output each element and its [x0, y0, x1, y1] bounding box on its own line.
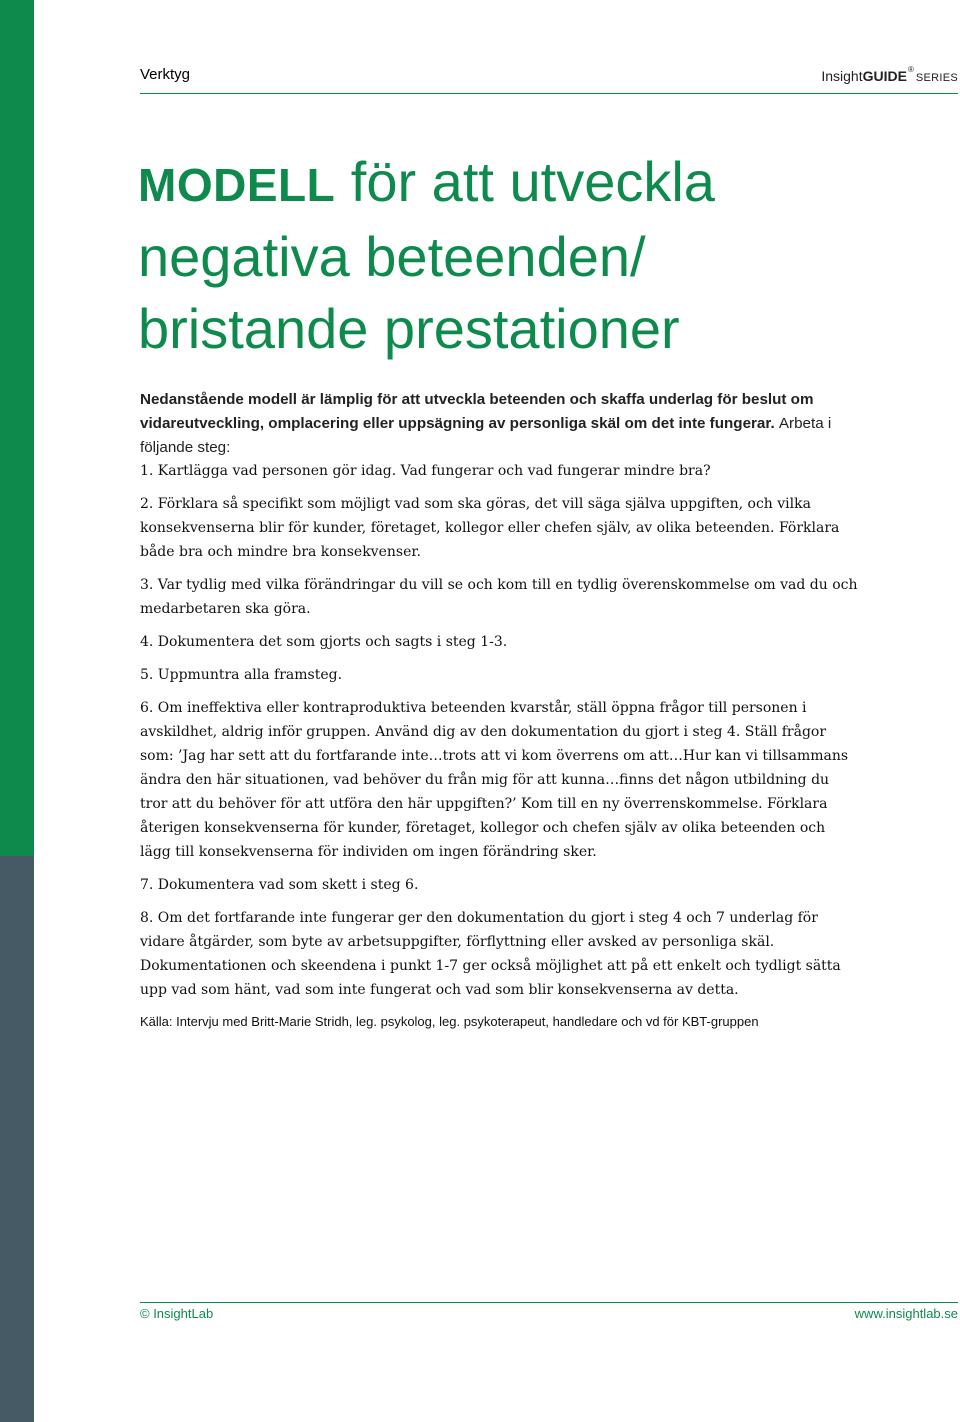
step-item: 7. Dokumentera vad som skett i steg 6.: [140, 877, 419, 893]
intro-rest-text: Arbeta i följande steg:: [140, 415, 832, 456]
brand-part3: SERIES: [915, 72, 958, 84]
page-title: [138, 146, 938, 365]
footer-copyright: © InsightLab: [140, 1306, 214, 1321]
step-item: 1. Kartlägga vad personen gör idag. Vad fungerar och vad fungerar mindre bra?: [140, 463, 711, 479]
source-note: Källa: Intervju med Britt-Marie Stridh, leg. psykolog, leg. psykoterapeut, handledare och vd för KBT-gruppen: [140, 1014, 759, 1029]
step-item: 8. Om det fortfarande inte fungerar ger den dokumentation du gjort i steg 4 och 7 underlag för vidare åtgärder, som byte av arbetsuppgifter, förflyttning eller avsked av personliga skäl. Dokumentationen och skeendena i punkt 1-7 ger också möjlighet att på ett enkelt och tydligt sätta upp vad som hänt, vad som inte fungerat och vad som blir konsekvenserna av detta.: [140, 910, 841, 998]
intro-bold-text: Nedanstående modell är lämplig för att utveckla beteenden och skaffa underlag för beslut om vidareutveckling, omplacering eller uppsägning av personliga skäl om det inte fungerar.: [140, 391, 814, 432]
title-line-2: negativa beteenden/: [138, 225, 646, 288]
sidebar-accent-slate: [0, 856, 34, 1422]
brand-part1: Insight: [821, 68, 863, 84]
steps-list: [140, 459, 860, 1011]
section-label: Verktyg: [140, 66, 191, 83]
step-item: 3. Var tydlig med vilka förändringar du vill se och kom till en tydlig överenskommelse om vad du och medarbetaren ska göra.: [140, 577, 858, 617]
intro-paragraph: [140, 388, 845, 460]
footer-website-link[interactable]: www.insightlab.se: [854, 1306, 958, 1321]
sidebar-accent-green: [0, 0, 34, 856]
step-item: 2. Förklara så specifikt som möjligt vad som ska göras, det vill säga själva uppgiften, och vilka konsekvenserna blir för kunder, företaget, kollegor eller chefen själv, av olika beteenden. Förklara både bra och mindre bra konsekvenser.: [140, 496, 840, 560]
title-rest: för att utveckla: [350, 150, 715, 213]
brand-part2: GUIDE: [862, 68, 907, 84]
header-rule: [140, 93, 958, 94]
brand-logo: [821, 65, 958, 84]
footer-rule: [140, 1302, 958, 1303]
registered-mark: ®: [907, 65, 914, 74]
title-line-3: bristande prestationer: [138, 297, 680, 360]
page-header: [140, 60, 958, 94]
step-item: 4. Dokumentera det som gjorts och sagts i steg 1-3.: [140, 634, 508, 650]
step-item: 5. Uppmuntra alla framsteg.: [140, 667, 343, 683]
title-lead: MODELL: [138, 159, 336, 211]
step-item: 6. Om ineffektiva eller kontraproduktiva beteenden kvarstår, ställ öppna frågor till personen i avskildhet, aldrig inför gruppen. Använd dig av den dokumentation du gjort i steg 4. Ställ frågor som: ’Jag har sett att du fortfarande inte…trots att vi kom överrens om att…Hur kan vi tillsammans ändra den här situationen, vad behöver du från mig för att kunna…finns det någon utbildning du tror att du behöver för att utföra den här uppgiften?’ Kom till en ny överrenskommelse. Förklara återigen konsekvenserna för kunder, företaget, kollegor och chefen själv av olika beteenden och lägg till konsekvenserna för individen om ingen förändring sker.: [140, 700, 849, 860]
